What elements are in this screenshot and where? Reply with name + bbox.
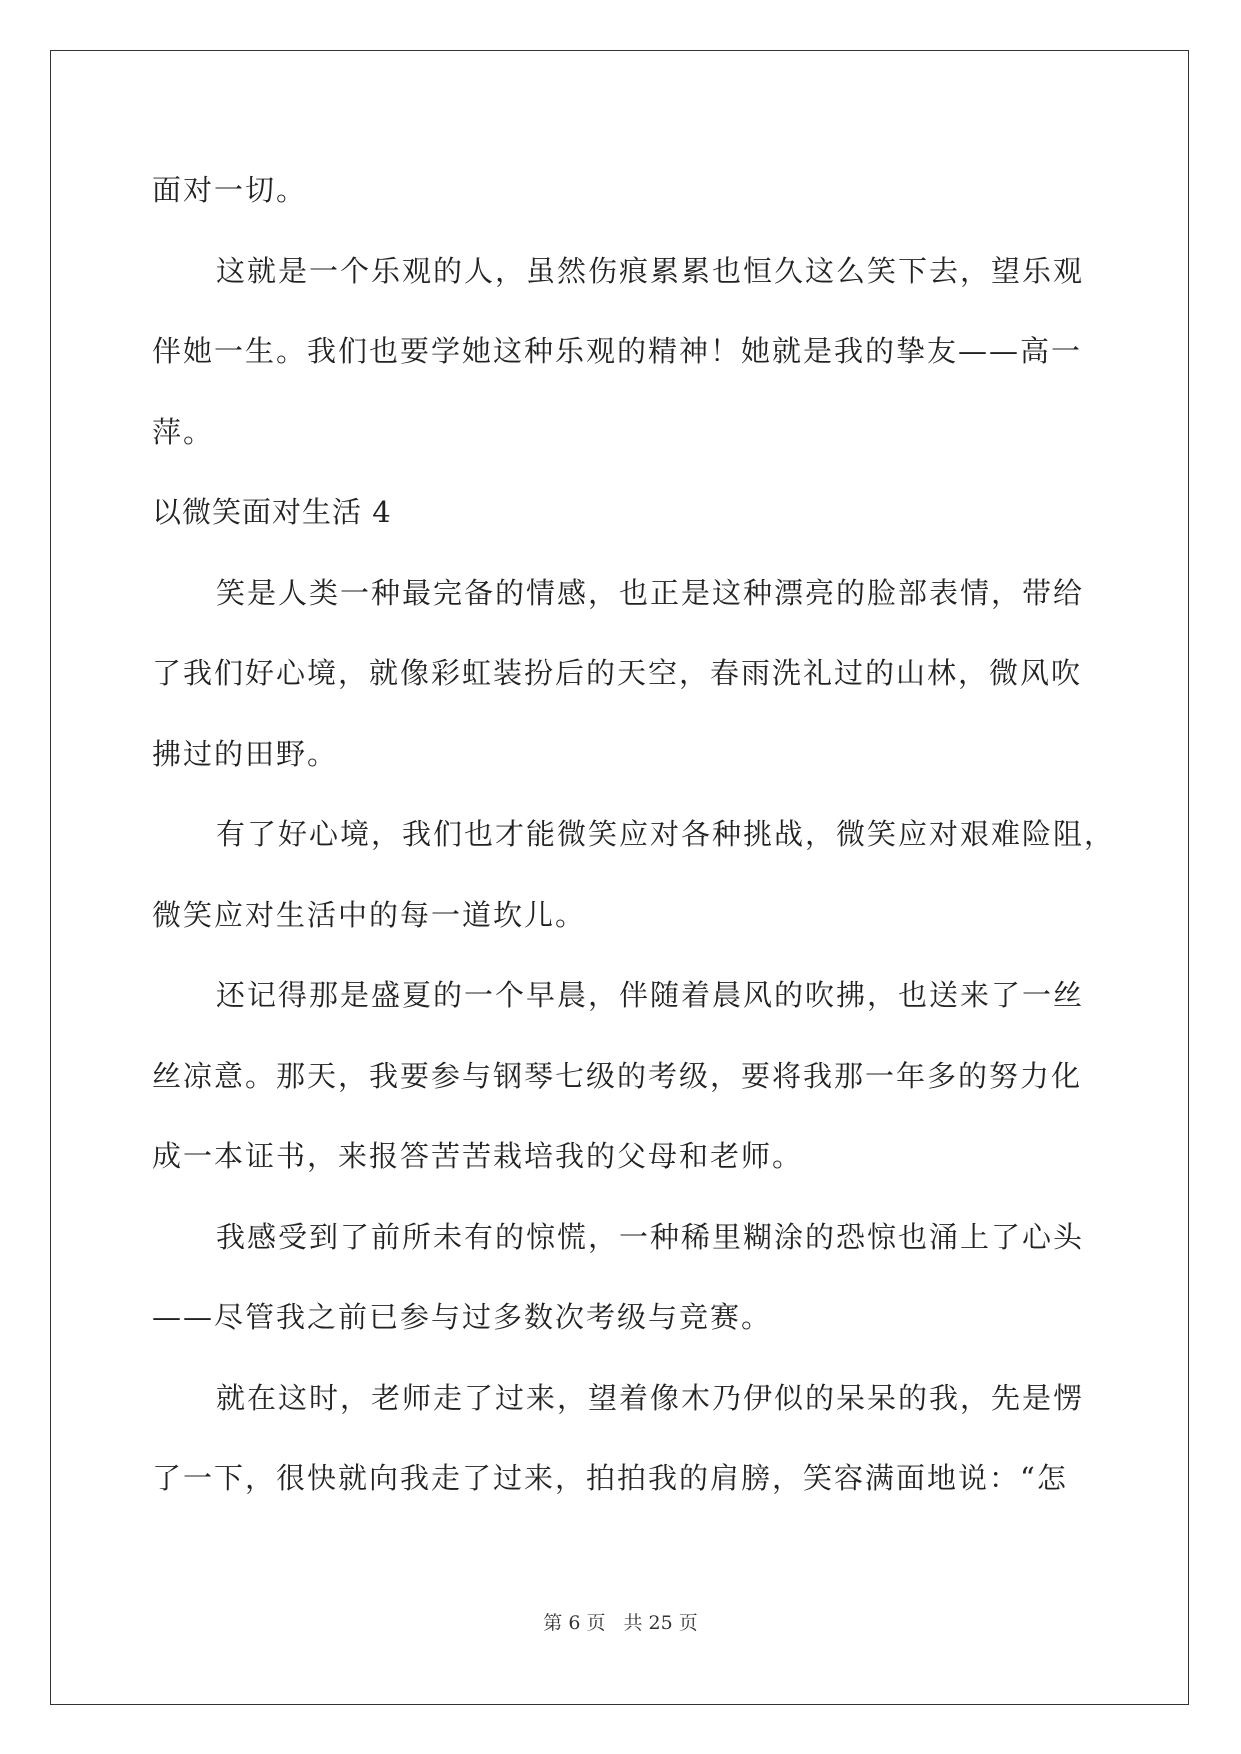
- text-line: 这就是一个乐观的人，虽然伤痕累累也恒久这么笑下去，望乐观: [216, 253, 1085, 288]
- text-line: 笑是人类一种最完备的情感，也正是这种漂亮的脸部表情，带给: [216, 575, 1085, 610]
- text-line: 有了好心境，我们也才能微笑应对各种挑战，微笑应对艰难险阻，: [216, 817, 1116, 851]
- text-line: 萍。: [152, 414, 215, 449]
- document-body: [152, 150, 1116, 1519]
- text-line: 成一本证书，来报答苦苦栽培我的父母和老师。: [152, 1139, 804, 1173]
- text-line: 伴她一生。我们也要学她这种乐观的精神！她就是我的挚友——高一: [152, 334, 1083, 368]
- text-line: 了一下，很快就向我走了过来，拍拍我的肩膀，笑容满面地说：“怎: [152, 1461, 1068, 1495]
- text-line: 我感受到了前所未有的惊慌，一种稀里糊涂的恐惊也涌上了心头: [216, 1219, 1085, 1254]
- text-line: 面对一切。: [152, 173, 308, 207]
- page-total: 共 25 页: [623, 1612, 698, 1634]
- text-line: 还记得那是盛夏的一个早晨，伴随着晨风的吹拂，也送来了一丝: [216, 978, 1085, 1012]
- text-line: 拂过的田野。: [152, 736, 339, 771]
- page-footer: [0, 1608, 1241, 1635]
- text-line: 丝凉意。那天，我要参与钢琴七级的考级，要将我那一年多的努力化: [152, 1058, 1083, 1093]
- section-heading: 以微笑面对生活 4: [152, 495, 392, 529]
- text-line: 了我们好心境，就像彩虹装扮后的天空，春雨洗礼过的山林，微风吹: [152, 656, 1083, 690]
- text-line: ——尽管我之前已参与过多数次考级与竞赛。: [152, 1300, 773, 1334]
- page-number: 第 6 页: [543, 1612, 606, 1634]
- text-line: 微笑应对生活中的每一道坎儿。: [152, 897, 587, 932]
- text-line: 就在这时，老师走了过来，望着像木乃伊似的呆呆的我，先是愣: [216, 1380, 1085, 1415]
